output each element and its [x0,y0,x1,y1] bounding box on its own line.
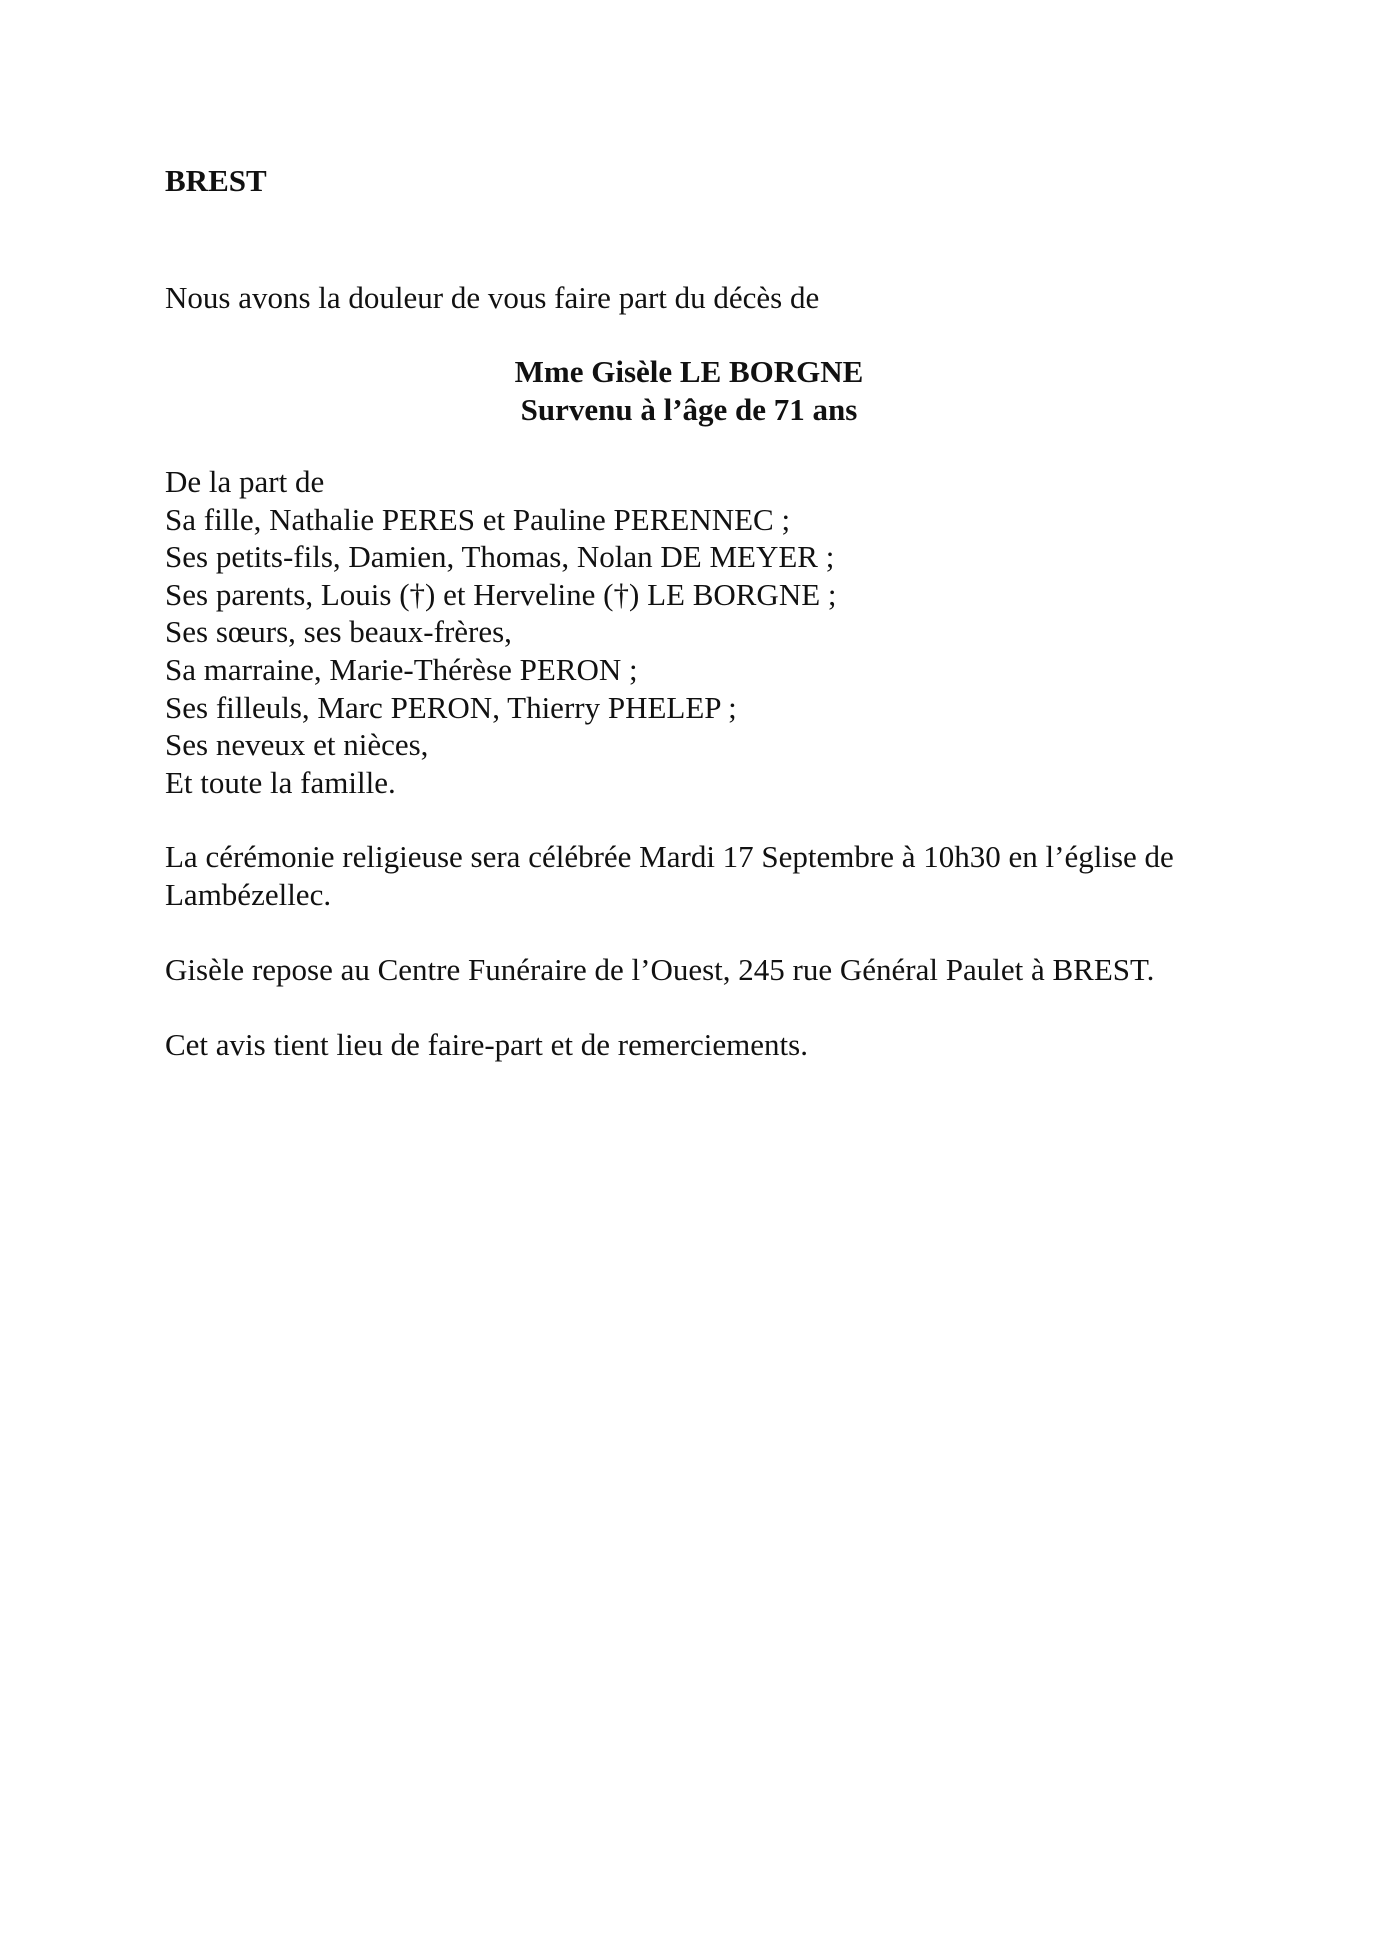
family-line: Ses petits-fils, Damien, Thomas, Nolan DE MEYER ; [165,539,835,575]
family-line: Sa fille, Nathalie PERES et Pauline PERENNEC ; [165,501,791,537]
repose-paragraph: Gisèle repose au Centre Funéraire de l’Ouest, 245 rue Général Paulet à BREST. [165,952,1155,987]
deceased-block [0,353,1378,429]
family-line: Sa marraine, Marie-Thérèse PERON ; [165,651,638,687]
family-list [165,463,837,801]
intro-text: Nous avons la douleur de vous faire part du décès de [165,280,820,315]
family-line: Ses sœurs, ses beaux-frères, [165,614,512,650]
city-heading: BREST [165,163,267,198]
from-label: De la part de [165,464,325,499]
family-line: Ses neveux et nièces, [165,727,429,763]
family-line: Et toute la famille. [165,764,396,800]
ceremony-paragraph: La cérémonie religieuse sera célébrée Mardi 17 Septembre à 10h30 en l’église de Lambézellec. [165,839,1174,912]
deceased-name: Mme Gisèle LE BORGNE [514,354,864,389]
deceased-age: Survenu à l’âge de 71 ans [520,392,858,427]
family-line: Ses filleuls, Marc PERON, Thierry PHELEP ; [165,689,737,725]
closing-paragraph: Cet avis tient lieu de faire-part et de remerciements. [165,1027,808,1062]
family-line: Ses parents, Louis (†) et Herveline (†) LE BORGNE ; [165,576,837,612]
